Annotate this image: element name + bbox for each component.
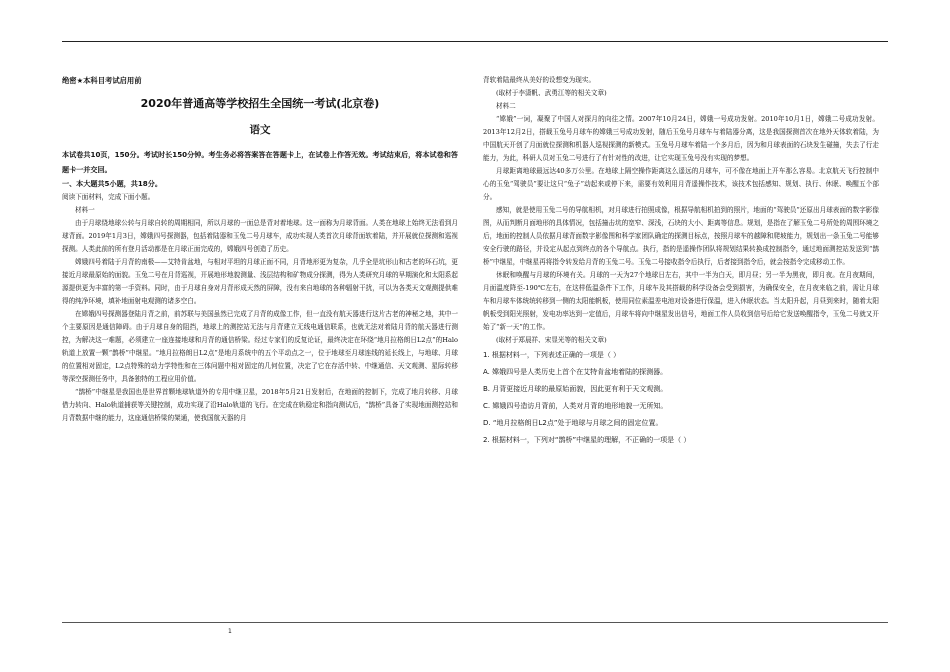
material2-paragraph: “嫦娥”一词，凝聚了中国人对探月的向往之情。2007年10月24日，嫦娥一号成功发射。2010年10月1日，嫦娥二号成功发射。2013年12月2日，搭载玉兔号月球车的嫦娥三号成功发射，随后玉兔号月球车与着陆器分离，这是我国探测首次在地外天体软着陆，为中国航天开创了月面就位探测和机器人巡视探测的新模式。玉兔号月球车着陆一个多月后，因为和月球表面的石块发生碰撞，失去了行走能力，为此，科研人员对玉兔二号进行了有针对性的改进，让它实现玉兔号没有实现的梦想。: [483, 115, 879, 162]
exam-notice: 本试卷共10页，150分。考试时长150分钟。考生务必将答案答在答题卡上，在试卷上作答无效。考试结束后，将本试卷和答题卡一并交回。: [62, 150, 458, 174]
left-column: [62, 74, 458, 425]
question-2: 2. 根据材料一，下列对“鹊桥”中继星的理解，不正确的一项是（ ）: [483, 436, 691, 444]
material2-paragraph: 月球距离地球最远达40多万公里。在地球上隔空操作距离这么遥远的月球车，可不像在地面上开车那么容易。北京航天飞行控制中心的玉兔“驾驶员”要让这只“兔子”动起来或停下来，需要有效利用月背遥操作技术，该技术包括感知、规划、执行、休眠、唤醒五个部分。: [483, 167, 879, 201]
material1-paragraph: 嫦娥四号着陆于月背的南极——艾特肯盆地，与相对平坦的月球正面不同，月背地形更为复杂，几乎全是坑形山和古老的环石坑，更接近月球最原始的面貌。玉兔二号在月背巡视，开展地形地貌测量、浅层结构和矿物成分探测，得为人类研究月球的早期演化和太阳系起源提供更为丰富的第一手资料。同时，由于月球自身对月背形成天然的屏障，没有来自地球的各种辐射干扰，可以为各类天文观测提供难得的纯净环境，填补地面射电观测的诸多空白。: [62, 258, 458, 305]
material1-paragraph: “鹊桥”中继星是我国也是世界首颗地球轨道外的专用中继卫星，2018年5月21日发射后，在地面的控制下，完成了地月转移、月球借力转向、Halo轨道捕获等关键控制，成功实现了沿Halo轨道的飞行。在完成在轨稳定和指向测试后，“鹊桥”具备了实现地面测控站和月背数据中继的能力，这座通信桥梁的架通，使我国航天器的月: [62, 388, 458, 422]
instruction: 阅读下面材料，完成下面小题。: [62, 193, 155, 201]
subject-title: 语文: [249, 124, 271, 136]
material1-source: (取材于李潇帆、武勇江等的相关文章): [496, 89, 607, 97]
material1-paragraph: 由于月球绕地球公转与月球自转的周期相同，所以月球的一面总是背对着地球。这一面称为月球背面。人类在地球上始终无法看到月球背面。2019年1月3日，嫦娥四号探测器，包括着陆器和玉兔二号月球车，成功实现人类首次月球背面软着陆，并开展就位探测和巡视探测。人类此前的所有登月活动都是在月球正面完成的，嫦娥四号创造了历史。: [62, 219, 458, 253]
material2-label: 材料二: [496, 102, 516, 110]
bottom-rule: [62, 622, 888, 623]
question-1-option-b: B. 月背更接近月球的最原始面貌，因此更有利于天文观测。: [483, 385, 668, 393]
question-1: 1. 根据材料一，下列表述正确的一项是（ ）: [483, 351, 621, 359]
material1-continuation: 背软着陆最终从美好的设想变为现实。: [483, 76, 596, 84]
page-number: 1: [228, 628, 232, 635]
material2-paragraph: 休眠和唤醒与月球的环境有关。月球的一天为27个地球日左右，其中一半为白天，即月昼；另一半为黑夜，即月夜。在月夜期间，月面温度降至-190℃左右，在这样低温条件下工作，月球车及其搭载的科学设备会受到损害，为确保安全，在月夜来临之前，需让月球车和月球车体统统转移到一侧的太阳能帆板，使用同位素温差电池对设备进行保温，进入休眠状态。当太阳升起，月昼到来时，随着太阳帆板受到阳光照射，发电功率达到一定值后，月球车将向中继星发出信号，地面工作人员收到信号后给它发送唤醒指令，玉兔二号就又开始了“新一天”的工作。: [483, 271, 879, 331]
material2-paragraph: 感知，就是使用玉兔二号的导航相机，对月球进行拍照成像，根据导航相机拍到的照片，地面的“驾驶员”还原出月球表面的数字影像图，从而判断月面地形的具体情况，包括撞击坑的宽窄、深浅，石块的大小、距离等信息。规划，是指在了解玉兔二号所处的周围环境之后，地面的控制人员依据月球背面数字影像图和科学家团队确定的探测目标点，按照月球车的越障和爬坡能力，规划出一条玉兔二号能够安全行驶的路径，并设定从起点到终点的各个导航点。执行，指的是遥操作团队将规划结果转换成控制指令，通过地面测控站发送到“鹊桥”中继星，中继星再将指令转发给月背的玉兔二号。玉兔二号接收指令后执行，后者接到指令后，就会按指令完成移动工作。: [483, 206, 879, 266]
question-1-option-c: C. 嫦娥四号造访月背前，人类对月背的地形地貌一无所知。: [483, 402, 668, 410]
top-rule: [62, 41, 888, 42]
secret-label: 绝密★本科目考试启用前: [62, 76, 142, 85]
right-column: [483, 74, 879, 449]
material2-source: (取材于郑晨祥、宋显光等的相关文章): [496, 336, 607, 344]
material1-paragraph: 在嫦娥四号探测器登陆月背之前，前苏联与美国虽然已完成了月背的成像工作，但一直没有航天器进行这片古老的神秘之地，其中一个主要原因是通信障碍。由于月球自身的阻挡，地球上的测控站无法与月背建立无线电通信联系，也就无法对着陆月背的航天器进行测控，为解决这一难题，必须建立一座连接地球和月背的通信桥梁。经过专家们的反复论证，最终决定在环绕“地月拉格朗日L2点”的Halo轨道上放置一颗“鹊桥”中继星。“地月拉格朗日L2点”是地月系统中的五个平动点之一，位于地球至月球连线的延长线上，与地球、月球的位置相对固定，L2点特殊的动力学特性和在三体问题中相对固定的几何位置，决定了它在存活中转、中继通信、天文观测、星际转移等深空探测任务中，具备独特的工程应用价值。: [62, 310, 458, 383]
material1-label: 材料一: [75, 206, 95, 214]
section-heading: 一、本大题共5小题，共18分。: [62, 179, 162, 188]
exam-title: 2020年普通高等学校招生全国统一考试(北京卷): [140, 97, 380, 110]
question-1-option-d: D. “地月拉格朗日L2点”处于地球与月球之间的固定位置。: [483, 419, 663, 427]
question-1-option-a: A. 嫦娥四号是人类历史上首个在艾特肯盆地着陆的探测器。: [483, 368, 668, 376]
